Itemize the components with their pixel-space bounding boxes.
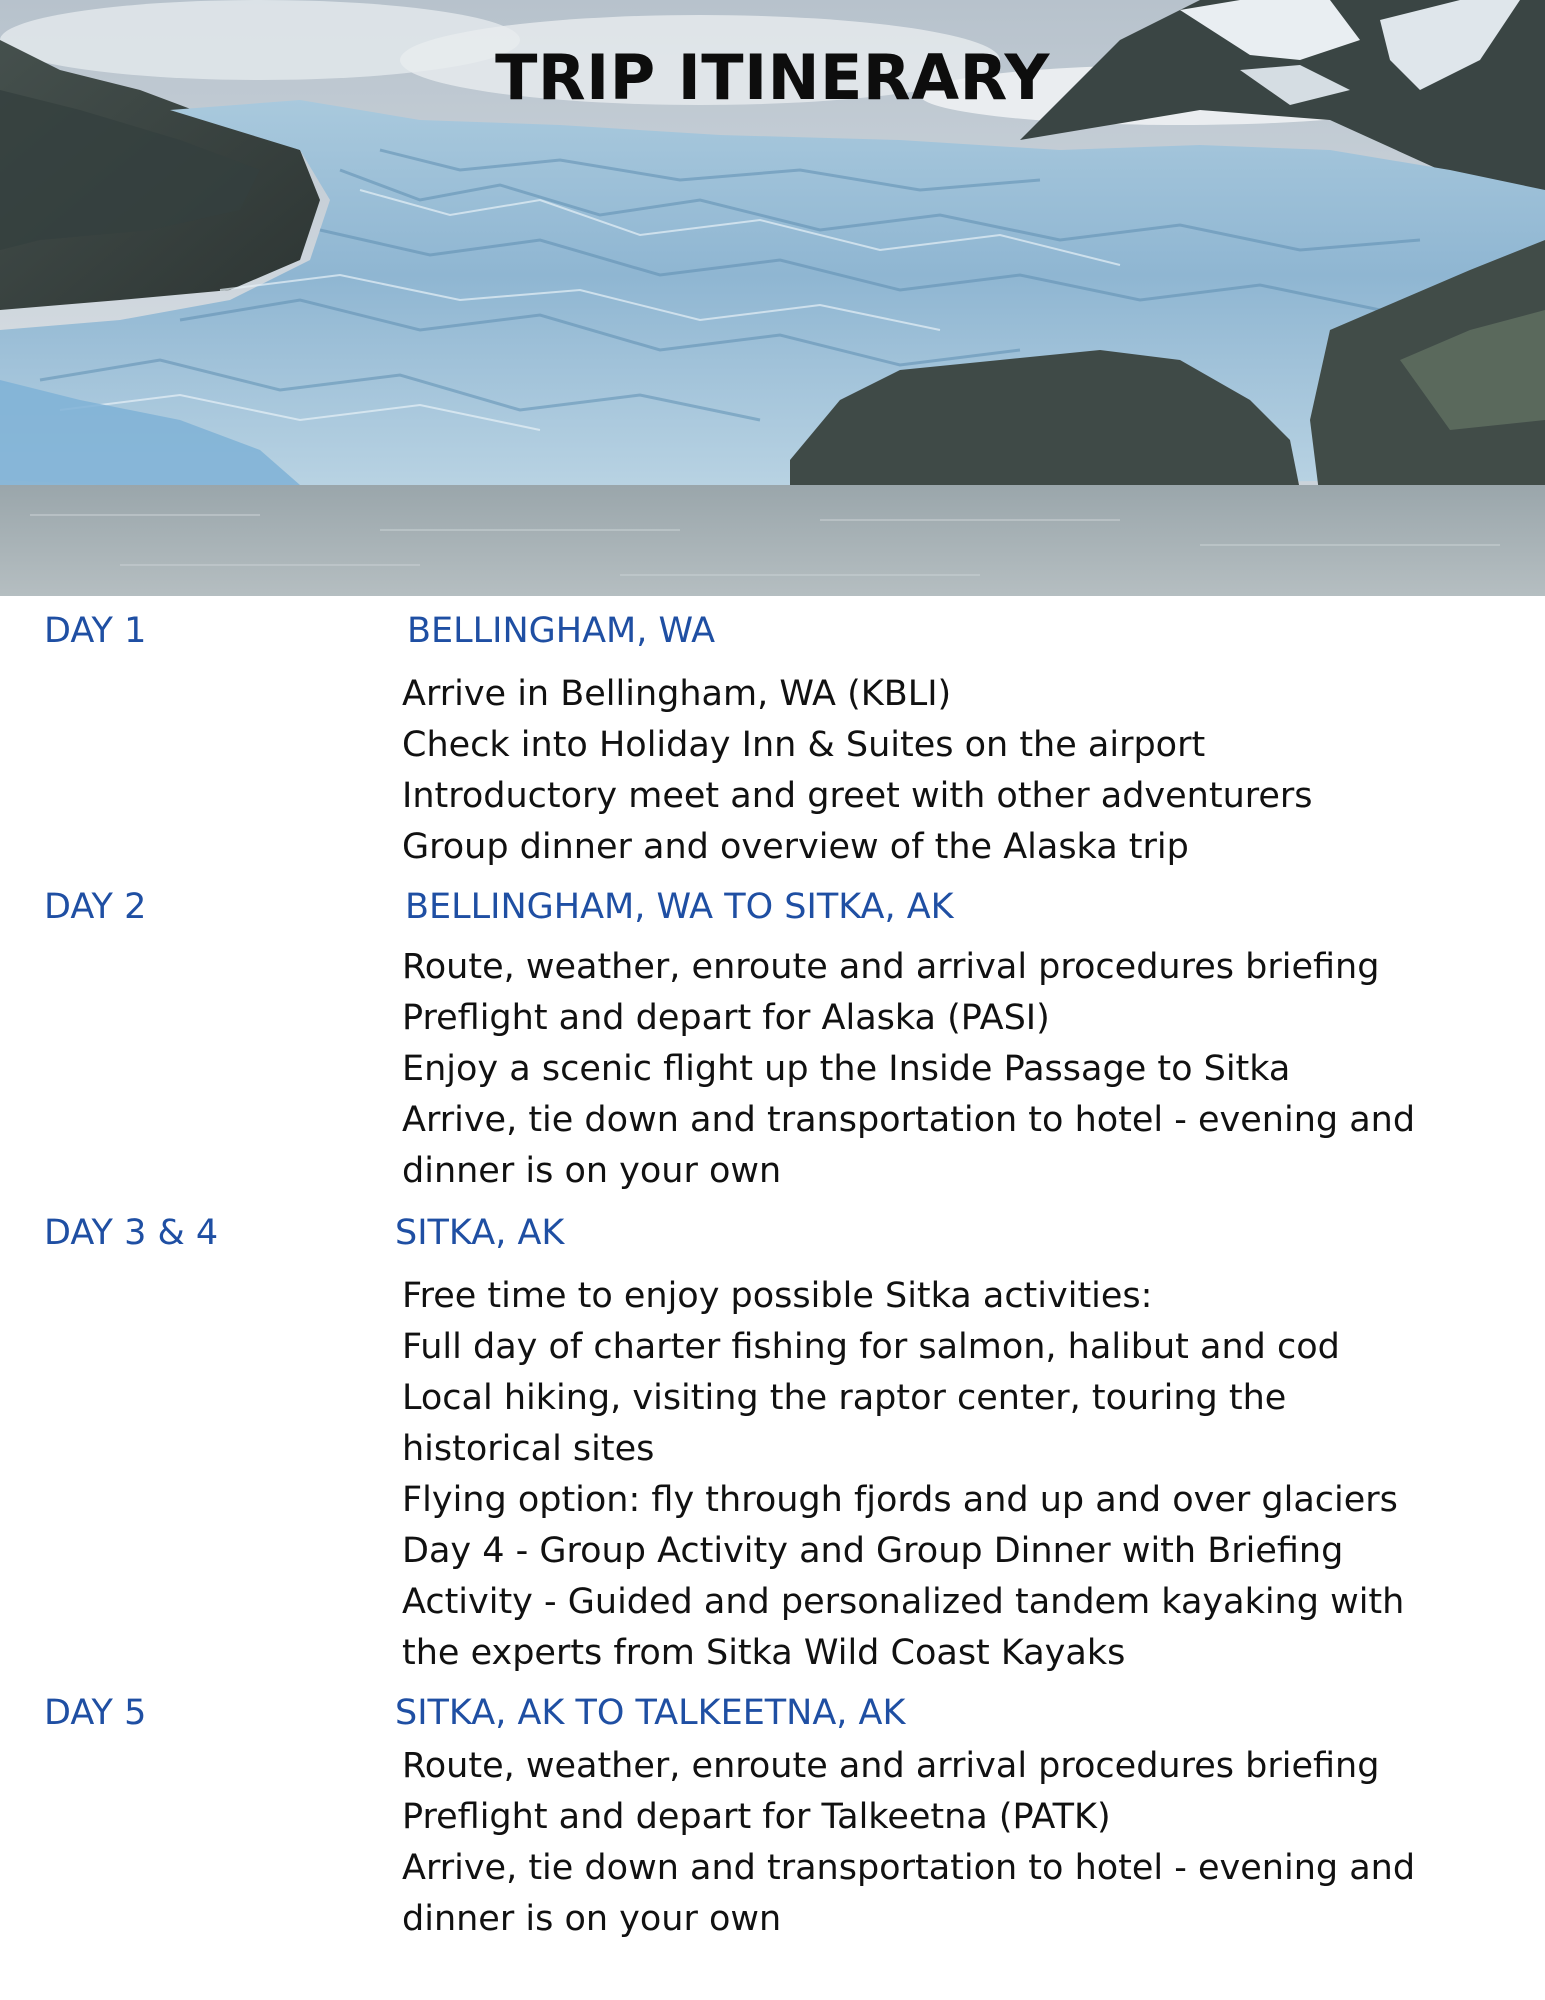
activity-item: historical sites xyxy=(402,1429,655,1469)
activity-item: Introductory meet and greet with other adventurers xyxy=(402,776,1313,816)
activity-item: Check into Holiday Inn & Suites on the airport xyxy=(402,725,1206,765)
activity-item: Free time to enjoy possible Sitka activities: xyxy=(402,1276,1153,1316)
day-location: BELLINGHAM, WA TO SITKA, AK xyxy=(405,887,954,927)
activity-item: dinner is on your own xyxy=(402,1899,782,1939)
day-label: DAY 2 xyxy=(44,887,147,927)
day-activity-list xyxy=(402,1271,1512,1679)
activity-item: Arrive, tie down and transportation to hotel - evening and xyxy=(402,1848,1416,1888)
activity-item: Preflight and depart for Talkeetna (PATK) xyxy=(402,1797,1111,1837)
activity-item: Flying option: fly through fjords and up and over glaciers xyxy=(402,1480,1398,1520)
activity-item: Preflight and depart for Alaska (PASI) xyxy=(402,998,1050,1038)
day-activity-list xyxy=(402,669,1512,873)
activity-item: Arrive, tie down and transportation to hotel - evening and xyxy=(402,1100,1416,1140)
day-location: SITKA, AK xyxy=(395,1213,565,1253)
activity-item: dinner is on your own xyxy=(402,1151,782,1191)
activity-item: Full day of charter fishing for salmon, halibut and cod xyxy=(402,1327,1340,1367)
activity-item: Local hiking, visiting the raptor center, touring the xyxy=(402,1378,1287,1418)
day-label: DAY 3 & 4 xyxy=(44,1213,219,1253)
day-location: BELLINGHAM, WA xyxy=(407,611,716,651)
activity-item: Group dinner and overview of the Alaska trip xyxy=(402,827,1189,867)
hero-banner xyxy=(0,0,1545,596)
activity-item: the experts from Sitka Wild Coast Kayaks xyxy=(402,1633,1126,1673)
activity-item: Route, weather, enroute and arrival procedures briefing xyxy=(402,947,1380,987)
activity-item: Activity - Guided and personalized tandem kayaking with xyxy=(402,1582,1405,1622)
day-activity-list xyxy=(402,942,1512,1197)
activity-item: Arrive in Bellingham, WA (KBLI) xyxy=(402,674,952,714)
day-activity-list xyxy=(402,1741,1512,1945)
day-location: SITKA, AK TO TALKEETNA, AK xyxy=(395,1693,906,1733)
day-label: DAY 1 xyxy=(44,611,147,651)
activity-item: Day 4 - Group Activity and Group Dinner with Briefing xyxy=(402,1531,1344,1571)
page-title: TRIP ITINERARY xyxy=(495,41,1050,114)
day-label: DAY 5 xyxy=(44,1693,147,1733)
activity-item: Route, weather, enroute and arrival procedures briefing xyxy=(402,1746,1380,1786)
activity-item: Enjoy a scenic flight up the Inside Passage to Sitka xyxy=(402,1049,1291,1089)
